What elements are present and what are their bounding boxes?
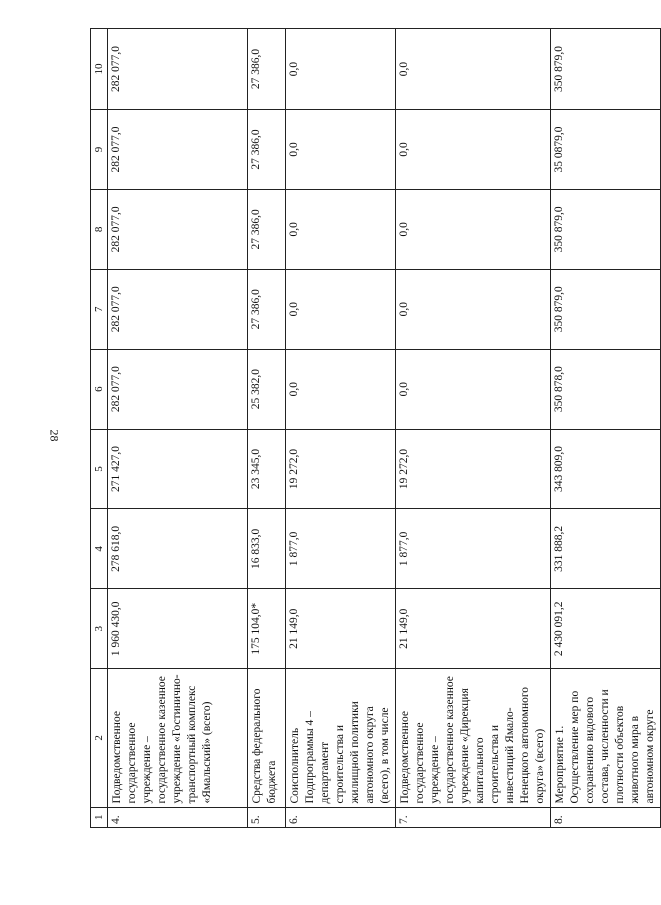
cell-value: 21 149,0 <box>286 589 396 669</box>
cell-value: 282 077,0 <box>108 110 248 190</box>
column-header: 6 <box>91 349 108 429</box>
row-name: Средства федерального бюджета <box>248 669 286 807</box>
cell-value: 331 888,2 <box>551 509 661 589</box>
cell-value: 278 618,0 <box>108 509 248 589</box>
cell-value: 0,0 <box>286 29 396 110</box>
row-name: Мероприятие 1. Осуществление мер по сохранению видового состава, численности и плотности объектов животного мира в автономном округе <box>551 669 661 807</box>
cell-value: 282 077,0 <box>108 269 248 349</box>
page-number: 28 <box>47 429 62 442</box>
cell-value: 27 386,0 <box>248 110 286 190</box>
cell-value: 0,0 <box>286 349 396 429</box>
cell-value: 16 833,0 <box>248 509 286 589</box>
cell-value: 0,0 <box>396 269 551 349</box>
cell-value: 282 077,0 <box>108 189 248 269</box>
cell-value: 0,0 <box>286 269 396 349</box>
cell-value: 0,0 <box>396 110 551 190</box>
header-row <box>91 29 108 828</box>
column-header: 7 <box>91 269 108 349</box>
column-header: 8 <box>91 189 108 269</box>
column-header: 5 <box>91 429 108 509</box>
row-index: 4. <box>108 807 248 827</box>
cell-value: 282 077,0 <box>108 29 248 110</box>
row-index: 7. <box>396 807 551 827</box>
cell-value: 1 877,0 <box>396 509 551 589</box>
cell-value: 350 879,0 <box>551 189 661 269</box>
cell-value: 0,0 <box>396 349 551 429</box>
row-index: 6. <box>286 807 396 827</box>
column-header: 2 <box>91 669 108 807</box>
cell-value: 27 386,0 <box>248 269 286 349</box>
cell-value: 1 960 430,0 <box>108 589 248 669</box>
cell-value: 350 878,0 <box>551 349 661 429</box>
column-header: 9 <box>91 110 108 190</box>
cell-value: 175 104,0* <box>248 589 286 669</box>
cell-value: 282 077,0 <box>108 349 248 429</box>
table-row <box>286 29 396 828</box>
table-row <box>248 29 286 828</box>
row-name: Подведомственное государственное учреждение – государственное казенное учреждение «Дирекция капитального строительства и инвестиций Ямало-Ненецкого автономного округа» (всего) <box>396 669 551 807</box>
cell-value: 25 382,0 <box>248 349 286 429</box>
column-header: 10 <box>91 29 108 110</box>
cell-value: 35 0879,0 <box>551 110 661 190</box>
cell-value: 23 345,0 <box>248 429 286 509</box>
table-container <box>90 28 656 828</box>
row-name: Подведомственное государственное учреждение – государственное казенное учреждение «Гостинично-транспортный комплекс «Ямальский» (всего) <box>108 669 248 807</box>
column-header: 4 <box>91 509 108 589</box>
cell-value: 1 877,0 <box>286 509 396 589</box>
cell-value: 21 149,0 <box>396 589 551 669</box>
row-index: 8. <box>551 807 661 827</box>
column-header: 3 <box>91 589 108 669</box>
cell-value: 27 386,0 <box>248 29 286 110</box>
cell-value: 19 272,0 <box>286 429 396 509</box>
row-name: Соисполнитель Подпрограммы 4 – департамент строительства и жилищной политики автономного округа (всего), в том числе <box>286 669 396 807</box>
cell-value: 2 430 091,2 <box>551 589 661 669</box>
cell-value: 0,0 <box>286 110 396 190</box>
cell-value: 0,0 <box>396 29 551 110</box>
cell-value: 350 879,0 <box>551 269 661 349</box>
row-index: 5. <box>248 807 286 827</box>
cell-value: 343 809,0 <box>551 429 661 509</box>
cell-value: 271 427,0 <box>108 429 248 509</box>
cell-value: 19 272,0 <box>396 429 551 509</box>
cell-value: 350 879,0 <box>551 29 661 110</box>
table-row <box>108 29 248 828</box>
rotated-page <box>90 28 656 828</box>
column-header: 1 <box>91 807 108 827</box>
table-row <box>551 29 661 828</box>
table-row <box>396 29 551 828</box>
cell-value: 27 386,0 <box>248 189 286 269</box>
cell-value: 0,0 <box>396 189 551 269</box>
budget-table <box>90 28 661 828</box>
cell-value: 0,0 <box>286 189 396 269</box>
